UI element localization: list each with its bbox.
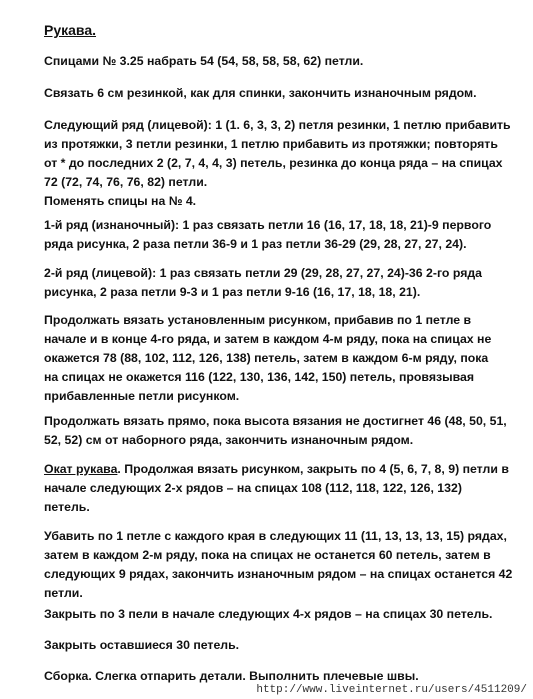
- paragraph-row-1: [44, 216, 499, 254]
- text-line: ряда рисунка, 2 раза петли 36-9 и 1 раз петли 36-29 (29, 28, 27, 27, 24).: [44, 237, 467, 251]
- text-line: Закрыть оставшиеся 30 петель.: [44, 638, 240, 652]
- text-line: от * до последних 2 (2, 7, 4, 4, 3) петель, резинка до конца ряда – на спицах: [44, 156, 503, 170]
- text-line: [44, 460, 509, 479]
- paragraph-cast-on: [44, 52, 499, 71]
- source-watermark: http://www.liveinternet.ru/users/4511209/: [256, 684, 527, 696]
- text-line: рисунка, 2 раза петли 9-3 и 1 раз петли 9-16 (16, 17, 18, 18, 21).: [44, 285, 421, 299]
- paragraph-next-row: [44, 116, 511, 211]
- text-line: 72 (72, 74, 76, 76, 82) петли.: [44, 175, 208, 189]
- text-line: Связать 6 см резинкой, как для спинки, закончить изнаночным рядом.: [44, 86, 477, 100]
- paragraph-row-2: [44, 264, 499, 302]
- text-line: петли.: [44, 586, 83, 600]
- paragraph-sleeve-cap: [44, 460, 509, 517]
- text-fragment: . Продолжая вязать рисунком, закрыть по 4 (5, 6, 7, 8, 9) петли в: [117, 462, 509, 476]
- text-line: Закрыть по 3 пели в начале следующих 4-х рядов – на спицах 30 петель.: [44, 607, 493, 621]
- text-line: 52, 52) см от наборного ряда, закончить изнаночным рядом.: [44, 433, 414, 447]
- text-line: затем в каждом 2-м ряду, пока на спицах не останется 60 петель, затем в: [44, 548, 491, 562]
- paragraph-decreases: [44, 527, 513, 603]
- paragraph-knit-straight: [44, 412, 507, 450]
- sleeve-cap-heading: Окат рукава: [44, 462, 118, 476]
- page-title: Рукава.: [44, 22, 97, 38]
- text-line: 2-й ряд (лицевой): 1 раз связать петли 29 (29, 28, 27, 27, 24)-36 2-го ряда: [44, 266, 483, 280]
- paragraph-ribbing: [44, 84, 499, 103]
- text-line: на спицах не окажется 116 (122, 130, 136, 142, 150) петель, провязывая: [44, 370, 475, 384]
- paragraph-increases: [44, 311, 499, 406]
- text-line: прибавленные петли рисунком.: [44, 389, 240, 403]
- text-line: из протяжки, 3 петли резинки, 1 петлю прибавить из протяжки; повторять: [44, 137, 498, 151]
- text-line: Сборка. Слегка отпарить детали. Выполнить плечевые швы.: [44, 669, 419, 683]
- paragraph-bind-off-remaining: [44, 636, 499, 655]
- text-line: Убавить по 1 петле с каждого края в следующих 11 (11, 13, 13, 13, 15) рядах,: [44, 529, 507, 543]
- text-line: Поменять спицы на № 4.: [44, 194, 197, 208]
- text-line: петель.: [44, 500, 90, 514]
- paragraph-bind-off-3: [44, 605, 499, 624]
- text-line: окажется 78 (88, 102, 112, 126, 138) петель, затем в каждом 6-м ряду, пока: [44, 351, 489, 365]
- text-line: Следующий ряд (лицевой): 1 (1. 6, 3, 3, 2) петля резинки, 1 петлю прибавить: [44, 118, 511, 132]
- text-line: Продолжать вязать прямо, пока высота вязания не достигнет 46 (48, 50, 51,: [44, 414, 507, 428]
- text-line: 1-й ряд (изнаночный): 1 раз связать петли 16 (16, 17, 18, 18, 21)-9 первого: [44, 218, 492, 232]
- text-line: следующих 9 рядах, закончить изнаночным рядом – на спицах останется 42: [44, 567, 513, 581]
- text-line: Продолжать вязать установленным рисунком, прибавив по 1 петле в: [44, 313, 472, 327]
- text-line: начале и в конце 4-го ряда, и затем в каждом 4-м ряду, пока на спицах не: [44, 332, 492, 346]
- text-line: начале следующих 2-х рядов – на спицах 108 (112, 118, 122, 126, 132): [44, 481, 462, 495]
- text-line: Спицами № 3.25 набрать 54 (54, 58, 58, 58, 62) петли.: [44, 54, 364, 68]
